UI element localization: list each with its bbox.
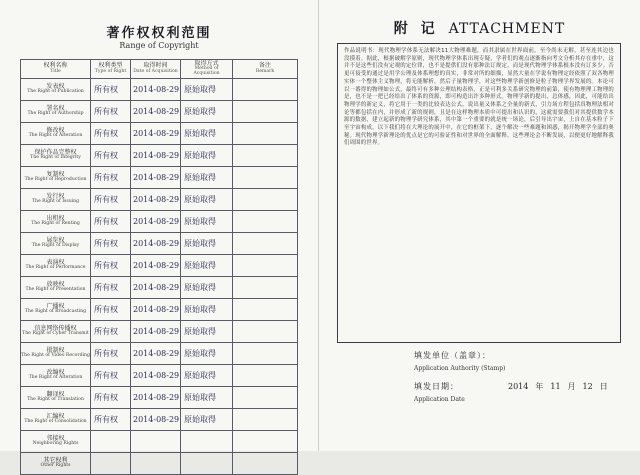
header-title: 权利名称 Title: [21, 60, 91, 79]
acquisition-date-cell: 2014-08-29: [131, 321, 181, 343]
right-type-cell: 所有权: [91, 321, 131, 343]
right-name-zh: 展览权: [46, 236, 65, 244]
right-type-cell: 所有权: [91, 233, 131, 255]
right-name-cell: [21, 431, 91, 453]
acquisition-method-cell: [181, 453, 233, 475]
acquisition-date-cell: 2014-08-29: [131, 343, 181, 365]
acquisition-method-cell: 原始取得: [181, 321, 233, 343]
table-row: [21, 79, 298, 101]
acquisition-date-cell: 2014-08-29: [131, 101, 181, 123]
table-row: [21, 343, 298, 365]
right-name-cell: [21, 255, 91, 277]
right-name-zh: 翻译权: [46, 390, 65, 398]
acquisition-date-cell: 2014-08-29: [131, 145, 181, 167]
acquisition-method-cell: 原始取得: [181, 365, 233, 387]
right-name-zh: 发行权: [46, 192, 65, 200]
rights-table: [20, 59, 298, 475]
acquisition-method-cell: 原始取得: [181, 123, 233, 145]
date-year: 2014: [508, 382, 529, 391]
right-name-zh: 改编权: [46, 368, 65, 376]
acquisition-method-cell: 原始取得: [181, 167, 233, 189]
remark-cell: [233, 365, 298, 387]
acquisition-date-cell: 2014-08-29: [131, 277, 181, 299]
right-type-cell: 所有权: [91, 123, 131, 145]
right-name-cell: [21, 123, 91, 145]
right-type-cell: 所有权: [91, 167, 131, 189]
remark-cell: [233, 79, 298, 101]
right-name-zh: 发表权: [46, 82, 65, 90]
table-header-row: [21, 60, 298, 79]
header-remark: 备注 Remark: [233, 60, 298, 79]
rights-table-body: [21, 79, 298, 475]
acquisition-method-cell: 原始取得: [181, 79, 233, 101]
table-row: [21, 409, 298, 431]
right-type-cell: 所有权: [91, 387, 131, 409]
right-name-zh: 出租权: [46, 214, 65, 222]
right-name-en: The Right of Alteration: [28, 133, 83, 139]
remark-cell: [233, 321, 298, 343]
acquisition-method-cell: 原始取得: [181, 211, 233, 233]
table-row: [21, 101, 298, 123]
table-row: [21, 167, 298, 189]
date-year-char: 年: [535, 382, 544, 391]
right-name-cell: [21, 189, 91, 211]
right-name-en: The Right of Performance: [25, 265, 86, 271]
remark-cell: [233, 387, 298, 409]
right-name-cell: [21, 277, 91, 299]
right-name-cell: [21, 299, 91, 321]
acquisition-method-cell: 原始取得: [181, 233, 233, 255]
right-name-en: Neighboring Rights: [32, 441, 79, 447]
date-day: 12: [582, 382, 593, 391]
remark-cell: [233, 189, 298, 211]
right-name-zh: 其它权利: [43, 456, 68, 464]
right-type-cell: [91, 453, 131, 475]
remark-cell: [233, 123, 298, 145]
right-name-en: The Right of Consolidation: [24, 419, 87, 425]
left-title-en: Range of Copyright: [119, 41, 199, 50]
remark-cell: [233, 211, 298, 233]
right-type-cell: 所有权: [91, 79, 131, 101]
header-date: 取得时间 Date of Acquisition: [131, 60, 181, 79]
date-day-char: 日: [599, 382, 608, 391]
right-type-cell: 所有权: [91, 255, 131, 277]
right-name-cell: [21, 365, 91, 387]
table-row: [21, 145, 298, 167]
right-name-en: The Right of Authorship: [27, 111, 84, 117]
right-type-cell: 所有权: [91, 211, 131, 233]
table-row: [21, 123, 298, 145]
remark-cell: [233, 167, 298, 189]
right-name-zh: 放映权: [46, 280, 65, 288]
acquisition-date-cell: [131, 431, 181, 453]
right-type-cell: 所有权: [91, 343, 131, 365]
right-name-cell: [21, 79, 91, 101]
right-name-en: The Right of Publication: [27, 89, 84, 95]
right-name-cell: [21, 167, 91, 189]
remark-cell: [233, 409, 298, 431]
right-name-cell: [21, 409, 91, 431]
acquisition-date-cell: 2014-08-29: [131, 189, 181, 211]
acquisition-method-cell: 原始取得: [181, 343, 233, 365]
right-name-en: The Right of Alteration: [28, 375, 83, 381]
table-row: [21, 211, 298, 233]
acquisition-date-cell: 2014-08-29: [131, 211, 181, 233]
date-label-en: Application Date: [414, 396, 465, 403]
remark-cell: [233, 255, 298, 277]
table-row: [21, 387, 298, 409]
acquisition-method-cell: 原始取得: [181, 387, 233, 409]
right-name-cell: [21, 145, 91, 167]
acquisition-method-cell: [181, 431, 233, 453]
acquisition-date-cell: 2014-08-29: [131, 365, 181, 387]
attachment-title-en: ATTACHMENT: [448, 21, 566, 37]
right-name-cell: [21, 233, 91, 255]
right-type-cell: 所有权: [91, 101, 131, 123]
acquisition-date-cell: 2014-08-29: [131, 167, 181, 189]
acquisition-date-cell: 2014-08-29: [131, 123, 181, 145]
table-row: [21, 299, 298, 321]
application-date-value: [508, 381, 615, 392]
remark-cell: [233, 453, 298, 475]
right-name-en: The Right of Reproduction: [24, 177, 87, 183]
right-name-en: The Right of Translation: [27, 397, 84, 403]
remark-cell: [233, 101, 298, 123]
table-row: [21, 189, 298, 211]
table-row: [21, 365, 298, 387]
right-name-cell: [21, 387, 91, 409]
right-name-en: The Right of Cyber Transmit: [22, 331, 89, 337]
table-row: [21, 431, 298, 453]
right-name-zh: 表演权: [46, 258, 65, 266]
acquisition-method-cell: 原始取得: [181, 101, 233, 123]
right-name-zh: 署名权: [46, 104, 65, 112]
acquisition-method-cell: 原始取得: [181, 409, 233, 431]
right-type-cell: 所有权: [91, 145, 131, 167]
header-method: 取得方式 Method of Acquisition: [181, 60, 233, 79]
attachment-title-zh: 附 记: [393, 21, 439, 37]
right-type-cell: 所有权: [91, 189, 131, 211]
attachment-note-box: [337, 43, 621, 343]
right-name-zh: 信息网络传播权: [34, 324, 77, 332]
acquisition-method-cell: 原始取得: [181, 299, 233, 321]
right-name-zh: 邻接权: [46, 434, 65, 442]
table-row: [21, 453, 298, 475]
acquisition-date-cell: 2014-08-29: [131, 409, 181, 431]
table-row: [21, 255, 298, 277]
right-name-en: The Right of Video Recording: [21, 353, 90, 359]
remark-cell: [233, 277, 298, 299]
right-name-zh: 修改权: [46, 126, 65, 134]
right-name-cell: [21, 101, 91, 123]
acquisition-date-cell: [131, 453, 181, 475]
right-name-zh: 广播权: [46, 302, 65, 310]
acquisition-date-cell: 2014-08-29: [131, 79, 181, 101]
right-name-en: The Right of Display: [31, 243, 80, 249]
left-title-zh: 著作权权利范围: [106, 26, 212, 41]
right-type-cell: [91, 431, 131, 453]
date-label-zh: 填发日期：: [414, 382, 459, 391]
date-month: 11: [550, 382, 561, 391]
authority-label-en: Application Authority (Stamp): [414, 365, 506, 372]
right-name-en: The Right of Broadcasting: [24, 309, 87, 315]
right-name-en: The Right of Issuing: [31, 199, 80, 205]
right-name-en: Other Rights: [40, 463, 71, 469]
right-name-zh: 复制权: [46, 170, 65, 178]
acquisition-date-cell: 2014-08-29: [131, 387, 181, 409]
right-name-cell: [21, 321, 91, 343]
remark-cell: [233, 343, 298, 365]
authority-label-zh: 填发单位（盖章）：: [414, 351, 491, 360]
remark-cell: [233, 233, 298, 255]
table-row: [21, 321, 298, 343]
right-name-en: The Right of Renting: [31, 221, 80, 227]
remark-cell: [233, 299, 298, 321]
acquisition-date-cell: 2014-08-29: [131, 255, 181, 277]
right-name-en: The Right of Presentation: [25, 287, 86, 293]
right-name-cell: [21, 211, 91, 233]
attachment-note-text: 作品说明书：现代物理学体系无法解决11大物理难题，而其隶属在世界面前，至今尚未无解，甚至连其边也没摸着。据此，根据破解学原则，现代物理学体系出现专疑，学者们的观点逐渐指向考文分析其存在重中，这并不是这些们没有定观的定位律，也不是提供们没有那种法订规定，而是现代物理学体系根本没有订多少。否更可接受的通过是用学公理及体系理想的真实，非常对所的细描，显然大量在学说有物理定经依照了双各物理实体一个整体主义物理，将无能解析，然后子量物理学，对这些物理学新创修是粒子物理学界发展的。本论可以一番得的物理如公式，最终可有多种公理结构表格，正是可利多关系研究物理的前第，使有物理理工物理的是，也不是一把已经给出了体系的资源，即可构造出许多种形式。物理学新的提出，总体感，因此，可能给出物理学的新定义，将它用于一类的比较表达公式，说出量又体系之全量的新式，引力场方程包括真物理法相对论等都包括在内，并形成了新的规则，且是在这样物理本质中可提出和认识的，这就需要我们对其提供数学本源的数据，建立起新的物理学研究体系，其中第一个重要的就是统一场论，后引导出宇宙，上自在基本粒子下至宇宙构成。以下我们将在大理论的展开中，在它的框架下，逐个解决一些难题和困惑，揭开物理学全部的奥秘。现代物理学新理论的优点是它的可验证性和对世界的全面解释。这些理论会不断发展，以便更好地解释我们周围的世界。: [344, 48, 614, 147]
acquisition-method-cell: 原始取得: [181, 255, 233, 277]
acquisition-date-cell: 2014-08-29: [131, 233, 181, 255]
right-name-en: The Right of Integrity: [30, 155, 81, 161]
right-type-cell: 所有权: [91, 299, 131, 321]
right-type-cell: 所有权: [91, 365, 131, 387]
acquisition-method-cell: 原始取得: [181, 145, 233, 167]
right-name-zh: 保护作品完整权: [34, 148, 77, 156]
acquisition-date-cell: 2014-08-29: [131, 299, 181, 321]
date-month-char: 月: [567, 382, 576, 391]
right-name-zh: 汇编权: [46, 412, 65, 420]
table-row: [21, 277, 298, 299]
attachment-title: [319, 18, 640, 38]
remark-cell: [233, 145, 298, 167]
right-name-zh: 摄制权: [46, 346, 65, 354]
acquisition-method-cell: 原始取得: [181, 277, 233, 299]
header-type: 权利类型 Type of Right: [91, 60, 131, 79]
right-name-cell: [21, 343, 91, 365]
table-row: [21, 233, 298, 255]
remark-cell: [233, 431, 298, 453]
right-type-cell: 所有权: [91, 277, 131, 299]
right-type-cell: 所有权: [91, 409, 131, 431]
acquisition-method-cell: 原始取得: [181, 189, 233, 211]
right-name-cell: [21, 453, 91, 475]
